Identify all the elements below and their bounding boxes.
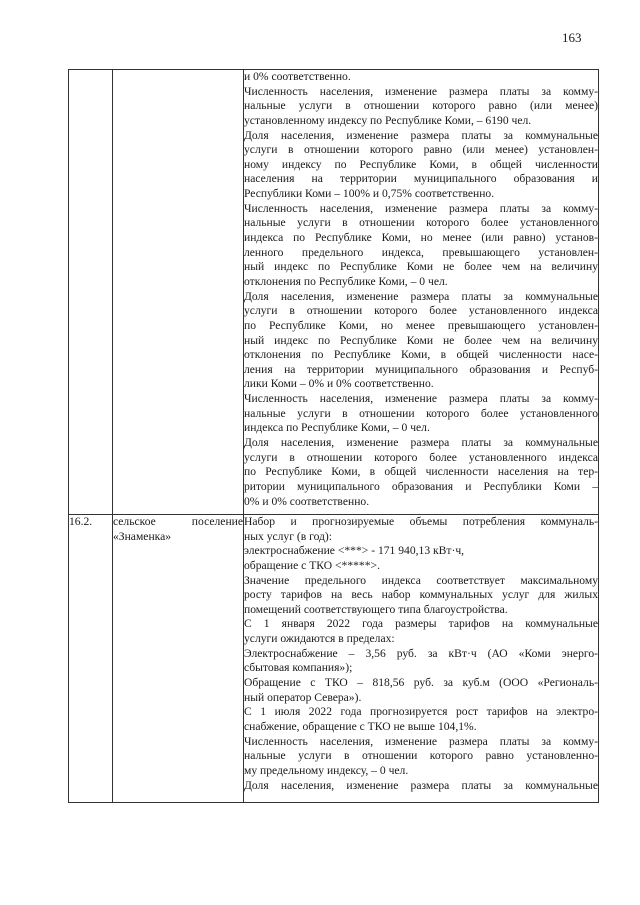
table-row [69,70,599,515]
text-line: му предельному индексу, – 0 чел. [244,763,409,777]
text-line: отклонения по Республике Коми, – 0 чел. [244,274,448,288]
text-line: установленному индексу по Республике Коми, – 6190 чел. [244,113,532,127]
text-line: Набор и прогнозируемые объемы потребления коммуналь- [244,515,598,528]
text-line: снабжение, обращение с ТКО не выше 104,1%. [244,719,477,733]
text-line: обращение с ТКО <*****>. [244,558,380,572]
text-line: Численность населения, изменение размера платы за комму- [244,392,598,406]
text-line: нальные услуги в отношении которого равно (или менее) [244,99,598,113]
text-line: по Республике Коми, но менее превышающего установлен- [244,318,598,332]
text-line: С 1 января 2022 года размеры тарифов на коммунальные [244,617,598,631]
settlement-name-line: сельское поселение [113,515,243,528]
text-line: электроснабжение <***> - 171 940,13 кВт·ч, [244,544,465,558]
text-line: Доля населения, изменение размера платы за коммунальные [244,289,598,303]
text-line: ления на территории муниципального образования и Респуб- [244,362,598,376]
text-line: нальные услуги в отношении которого более установленного [244,406,598,420]
text-line: по Республике Коми, в общей численности населения на тер- [244,465,598,479]
text-line: Доля населения, изменение размера платы за коммунальные [244,436,598,450]
text-line: С 1 июля 2022 года прогнозируется рост тарифов на электро- [244,705,598,719]
text-line: индекса по Республике Коми, но менее (или равно) установ- [244,231,598,245]
row-name-cell [113,70,244,515]
row-number-cell [69,70,113,515]
text-line: ный оператор Севера»). [244,690,362,704]
text-line: Численность населения, изменение размера платы за комму- [244,201,598,215]
text-line: Доля населения, изменение размера платы за коммунальные [244,128,598,142]
row-text-cell [244,70,599,515]
text-line: помещений соответствующего типа благоустройства. [244,602,508,616]
document-table [68,69,599,803]
text-line: нальные услуги в отношении которого более установленного [244,216,598,230]
text-line: росту тарифов на весь набор коммунальных услуг для жилых [244,588,598,602]
text-line: ный индекс по Республике Коми не более чем на величину [244,260,598,274]
text-line: Республики Коми – 100% и 0,75% соответственно. [244,187,495,201]
text-line: Численность населения, изменение размера платы за комму- [244,734,598,748]
text-line: отклонения по Республике Коми, в общей численности насе- [244,348,598,362]
text-line: услуги в отношении которого более установленного индекса [244,304,598,318]
text-line: Значение предельного индекса соответствует максимальному [244,573,598,587]
row-text-cell [244,515,599,803]
text-line: Электроснабжение – 3,56 руб. за кВт·ч (АО «Коми энерго- [244,646,598,660]
text-line: ных услуг (в год): [244,529,333,543]
text-line: услуги ожидаются в пределах: [244,632,395,646]
table-row [69,515,599,803]
text-line: ному индексу по Республике Коми, в общей численности [244,157,598,171]
text-line: ритории муниципального образования и Республики Коми – [244,479,598,493]
text-line: нальные услуги в отношении которого равно установленно- [244,749,598,763]
text-line: ный индекс по Республике Коми не более чем на величину [244,333,598,347]
text-line: населения на территории муниципального образования и [244,172,598,186]
text-line: услуги в отношении которого равно (или менее) установлен- [244,143,598,157]
row-number-cell: 16.2. [69,515,113,803]
text-line: услуги в отношении которого более установленного индекса [244,450,598,464]
settlement-name-line: «Знаменка» [113,529,172,543]
text-line: и 0% соответственно. [244,70,351,83]
text-line: индекса по Республике Коми, – 0 чел. [244,421,430,435]
text-line: Доля населения, изменение размера платы за коммунальные [244,778,598,792]
text-line: Обращение с ТКО – 818,56 руб. за куб.м (ООО «Региональ- [244,676,598,690]
text-line: 0% и 0% соответственно. [244,494,370,508]
page-number: 163 [562,30,582,45]
text-line: сбытовая компания»); [244,661,353,675]
text-line: Численность населения, изменение размера платы за комму- [244,84,598,98]
text-line: лики Коми – 0% и 0% соответственно. [244,377,434,391]
text-line: ленного предельного индекса, превышающего установлен- [244,245,598,259]
row-name-cell [113,515,244,803]
